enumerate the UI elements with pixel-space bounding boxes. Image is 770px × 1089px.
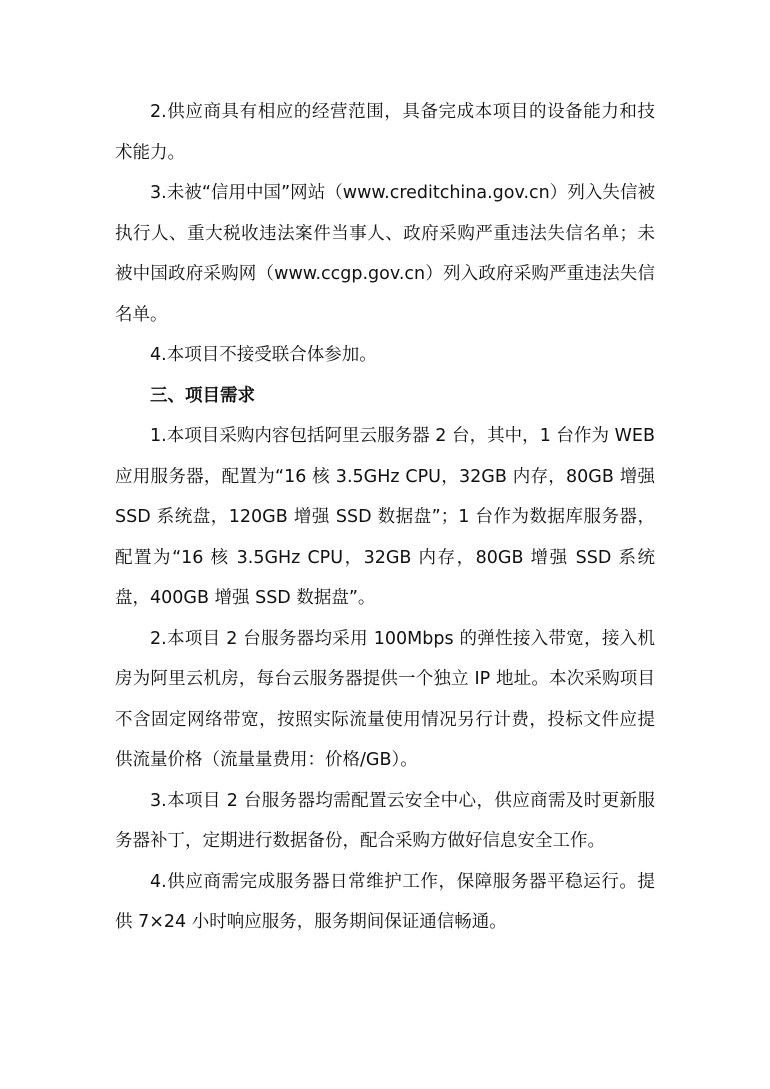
paragraph-business-scope: 2.供应商具有相应的经营范围，具备完成本项目的设备能力和技术能力。 (115, 102, 655, 163)
paragraph-credit-check: 3.未被“信用中国”网站（www.creditchina.gov.cn）列入失信被执行人、重大税收违法案件当事人、政府采购严重违法失信名单；未被中国政府采购网（www.ccgp.gov.cn）列入政府采购严重违法失信名单。 (115, 183, 655, 325)
paragraph-no-consortium: 4.本项目不接受联合体参加。 (150, 345, 377, 365)
requirement-security: 3.本项目 2 台服务器均需配置云安全中心，供应商需及时更新服务器补丁，定期进行数据备份，配合采购方做好信息安全工作。 (115, 790, 655, 851)
document-page (115, 92, 655, 943)
requirement-bandwidth: 2.本项目 2 台服务器均采用 100Mbps 的弹性接入带宽，接入机房为阿里云机房，每台云服务器提供一个独立 IP 地址。本次采购项目不含固定网络带宽，按照实际流量使用情况另行计费，投标文件应提供流量价格（流量量费用：价格/GB）。 (115, 628, 655, 770)
requirement-maintenance: 4.供应商需完成服务器日常维护工作，保障服务器平稳运行。提供 7×24 小时响应服务，服务期间保证通信畅通。 (115, 871, 655, 932)
requirement-server-config: 1.本项目采购内容包括阿里云服务器 2 台，其中，1 台作为 WEB 应用服务器，配置为“16 核 3.5GHz CPU，32GB 内存，80GB 增强 SSD 系统盘，120GB 增强 SSD 数据盘”；1 台作为数据库服务器，配置为“16 核 3.5GHz CPU，32GB 内存，80GB 增强 SSD 系统盘，400GB 增强 SSD 数据盘”。 (115, 426, 655, 608)
section-heading-requirements: 三、项目需求 (150, 385, 255, 406)
